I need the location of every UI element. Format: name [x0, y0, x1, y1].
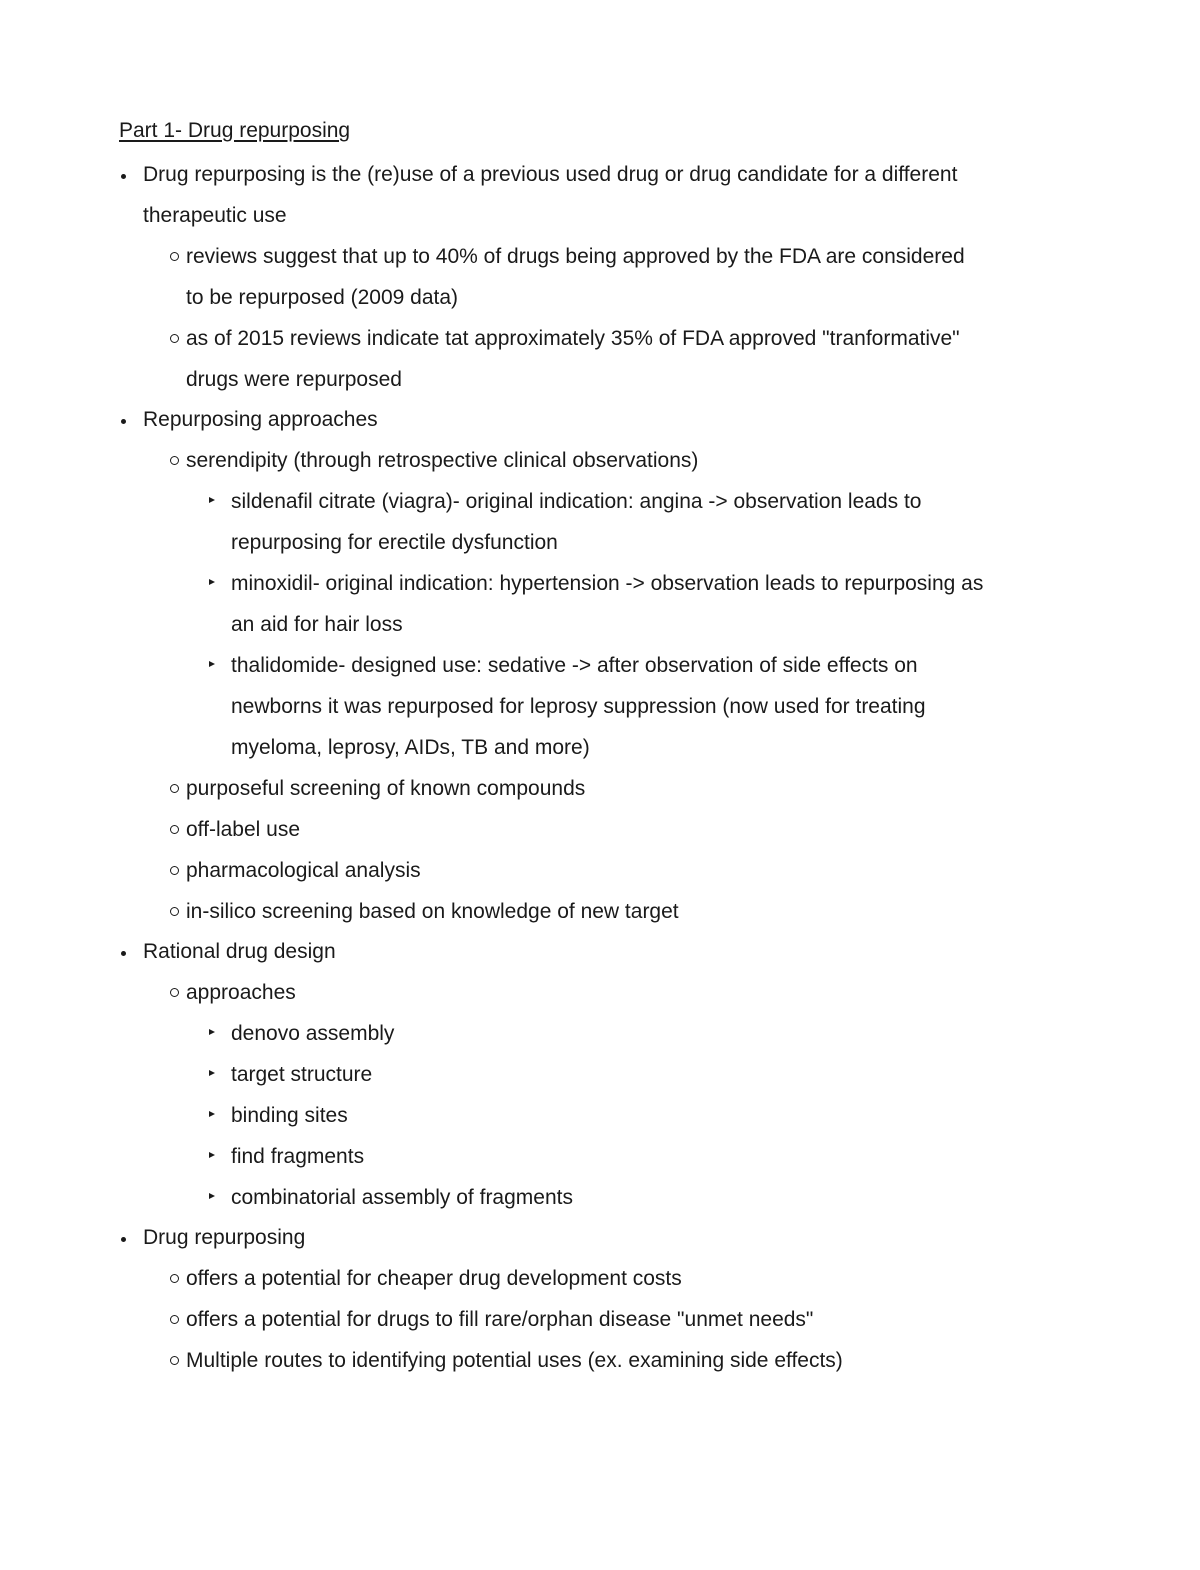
list-item: serendipity (through retrospective clinical observations) [186, 449, 699, 472]
list-item: as of 2015 reviews indicate tat approximately 35% of FDA approved "tranformative" [186, 327, 960, 350]
list-item-continuation: repurposing for erectile dysfunction [231, 531, 558, 554]
list-item: binding sites [231, 1104, 348, 1127]
list-item: denovo assembly [231, 1022, 395, 1045]
list-item: off-label use [186, 818, 301, 841]
list-item-continuation: an aid for hair loss [231, 613, 403, 636]
bullet-dot-icon [121, 174, 126, 179]
bullet-circle-icon [170, 1274, 179, 1283]
list-item-continuation: myeloma, leprosy, AIDs, TB and more) [231, 736, 590, 759]
bullet-dot-icon [121, 951, 126, 956]
list-item-continuation: drugs were repurposed [186, 368, 402, 391]
bullet-circle-icon [170, 1356, 179, 1365]
bullet-triangle-icon [209, 497, 215, 503]
bullet-circle-icon [170, 334, 179, 343]
bullet-triangle-icon [209, 1152, 215, 1158]
bullet-circle-icon [170, 252, 179, 261]
bullet-triangle-icon [209, 1070, 215, 1076]
section-heading: Part 1- Drug repurposing [119, 119, 351, 142]
bullet-circle-icon [170, 784, 179, 793]
list-item-continuation: newborns it was repurposed for leprosy suppression (now used for treating [231, 695, 926, 718]
bullet-circle-icon [170, 907, 179, 916]
list-item: in-silico screening based on knowledge of new target [186, 900, 679, 923]
bullet-triangle-icon [209, 661, 215, 667]
list-item: offers a potential for drugs to fill rare/orphan disease "unmet needs" [186, 1308, 814, 1331]
list-item: find fragments [231, 1145, 365, 1168]
bullet-circle-icon [170, 456, 179, 465]
bullet-circle-icon [170, 1315, 179, 1324]
bullet-circle-icon [170, 988, 179, 997]
list-item: thalidomide- designed use: sedative -> after observation of side effects on [231, 654, 918, 677]
list-item: Multiple routes to identifying potential uses (ex. examining side effects) [186, 1349, 843, 1372]
list-item: purposeful screening of known compounds [186, 777, 586, 800]
bullet-circle-icon [170, 866, 179, 875]
bullet-triangle-icon [209, 1029, 215, 1035]
list-item-continuation: to be repurposed (2009 data) [186, 286, 459, 309]
list-item: Rational drug design [143, 940, 336, 963]
list-item: approaches [186, 981, 296, 1004]
bullet-dot-icon [121, 1237, 126, 1242]
list-item: offers a potential for cheaper drug development costs [186, 1267, 682, 1290]
bullet-triangle-icon [209, 1193, 215, 1199]
list-item: Drug repurposing [143, 1226, 306, 1249]
list-item-continuation: therapeutic use [143, 204, 287, 227]
list-item: pharmacological analysis [186, 859, 421, 882]
bullet-circle-icon [170, 825, 179, 834]
bullet-dot-icon [121, 419, 126, 424]
list-item: reviews suggest that up to 40% of drugs being approved by the FDA are considered [186, 245, 965, 268]
list-item: combinatorial assembly of fragments [231, 1186, 573, 1209]
list-item: Drug repurposing is the (re)use of a previous used drug or drug candidate for a different [143, 163, 958, 186]
bullet-triangle-icon [209, 1111, 215, 1117]
list-item: target structure [231, 1063, 373, 1086]
list-item: sildenafil citrate (viagra)- original indication: angina -> observation leads to [231, 490, 922, 513]
list-item: Repurposing approaches [143, 408, 378, 431]
list-item: minoxidil- original indication: hypertension -> observation leads to repurposing as [231, 572, 984, 595]
bullet-triangle-icon [209, 579, 215, 585]
